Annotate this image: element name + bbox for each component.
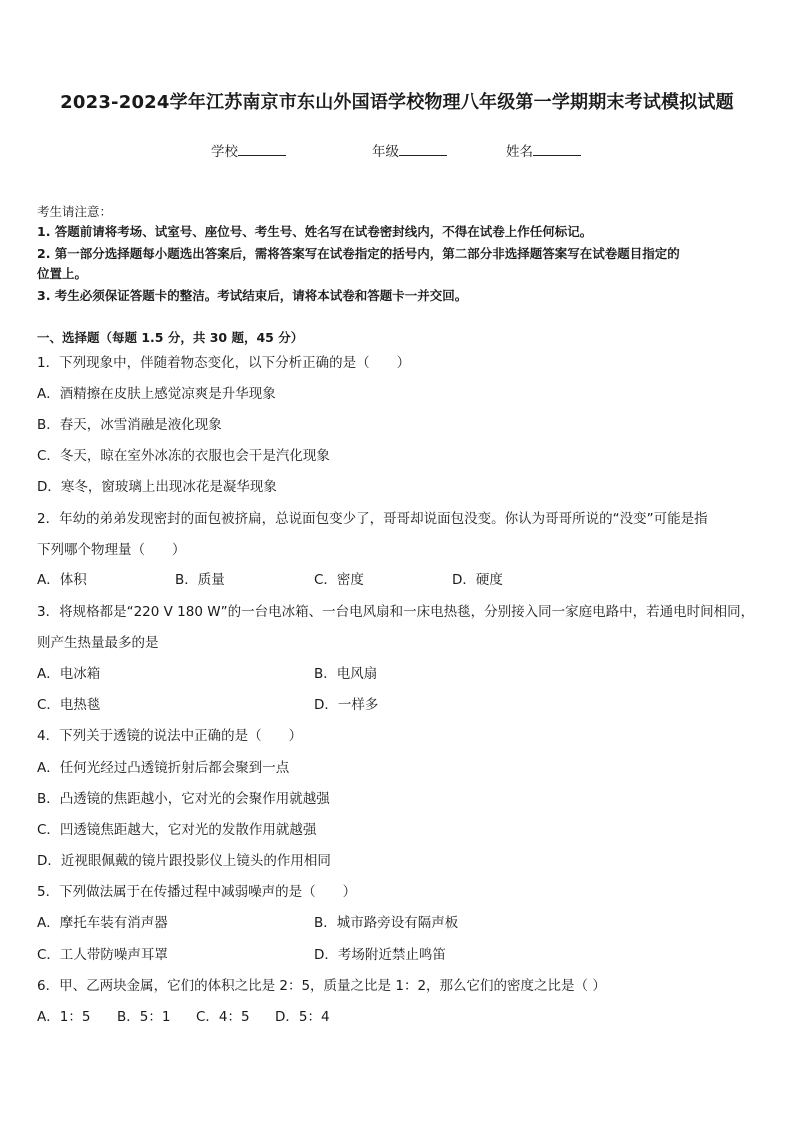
question-1-option-a: A．酒精擦在皮肤上感觉凉爽是升华现象 (37, 386, 276, 402)
section-heading: 一、选择题（每题 1.5 分，共 30 题，45 分） (37, 330, 304, 345)
question-2-option-c: C．密度 (314, 572, 364, 588)
question-4-option-d: D．近视眼佩戴的镜片跟投影仪上镜头的作用相同 (37, 853, 331, 869)
question-6-option-b: B．5：1 (117, 1009, 171, 1025)
question-4-option-c: C．凹透镜焦距越大，它对光的发散作用就越强 (37, 822, 317, 838)
grade-field (372, 140, 447, 160)
school-field (211, 140, 286, 160)
grade-blank (399, 143, 447, 156)
question-5-option-d: D．考场附近禁止鸣笛 (314, 947, 446, 963)
question-1-option-c: C．冬天，晾在室外冰冻的衣服也会干是汽化现象 (37, 448, 330, 464)
question-1-option-b: B．春天，冰雪消融是液化现象 (37, 417, 222, 433)
grade-label: 年级 (372, 144, 399, 160)
question-3-option-d: D．一样多 (314, 697, 379, 713)
question-6-option-c: C．4：5 (196, 1009, 250, 1025)
question-5-option-a: A．摩托车装有消声器 (37, 915, 168, 931)
name-label: 姓名 (506, 144, 533, 160)
question-3-option-c: C．电热毯 (37, 697, 101, 713)
exam-title: 2023-2024学年江苏南京市东山外国语学校物理八年级第一学期期末考试模拟试题 (60, 92, 734, 113)
question-4-option-a: A．任何光经过凸透镜折射后都会聚到一点 (37, 760, 290, 776)
notice-item-2-line-1: 2. 第一部分选择题每小题选出答案后，需将答案写在试卷指定的括号内，第二部分非选择题答案写在试卷题目指定的 (37, 246, 680, 261)
school-label: 学校 (211, 144, 238, 160)
question-4-option-b: B．凸透镜的焦距越小，它对光的会聚作用就越强 (37, 791, 330, 807)
name-field (506, 140, 581, 160)
question-3-option-a: A．电冰箱 (37, 666, 101, 682)
question-3-stem-line-2: 则产生热量最多的是 (37, 635, 159, 651)
question-1-stem: 1．下列现象中，伴随着物态变化，以下分析正确的是（ ） (37, 355, 411, 371)
question-5-stem: 5．下列做法属于在传播过程中减弱噪声的是（ ） (37, 884, 357, 900)
question-2-stem-line-2: 下列哪个物理量（ ） (37, 542, 186, 558)
notice-item-3: 3. 考生必须保证答题卡的整洁。考试结束后，请将本试卷和答题卡一并交回。 (37, 288, 468, 303)
question-2-option-a: A．体积 (37, 572, 87, 588)
school-blank (238, 143, 286, 156)
notice-item-1: 1. 答题前请将考场、试室号、座位号、考生号、姓名写在试卷密封线内，不得在试卷上作任何标记。 (37, 224, 593, 239)
question-5-option-c: C．工人带防噪声耳罩 (37, 947, 168, 963)
question-2-option-b: B．质量 (175, 572, 225, 588)
name-blank (533, 143, 581, 156)
notice-item-2-line-2: 位置上。 (37, 266, 88, 281)
question-2-stem-line-1: 2．年幼的弟弟发现密封的面包被挤扁，总说面包变少了，哥哥却说面包没变。你认为哥哥所说的“没变”可能是指 (37, 511, 708, 527)
question-6-option-a: A．1：5 (37, 1009, 91, 1025)
question-3-option-b: B．电风扇 (314, 666, 378, 682)
question-5-option-b: B．城市路旁设有隔声板 (314, 915, 459, 931)
question-6-stem: 6．甲、乙两块金属，它们的体积之比是 2：5，质量之比是 1：2，那么它们的密度之比是（ ） (37, 978, 606, 994)
question-2-option-d: D．硬度 (452, 572, 503, 588)
question-1-option-d: D．寒冬，窗玻璃上出现冰花是凝华现象 (37, 479, 277, 495)
question-3-stem-line-1: 3．将规格都是“220 V 180 W”的一台电冰箱、一台电风扇和一床电热毯，分别接入同一家庭电路中，若通电时间相同， (37, 604, 755, 620)
notice-heading: 考生请注意： (37, 204, 113, 219)
question-6-option-d: D．5：4 (275, 1009, 330, 1025)
question-4-stem: 4．下列关于透镜的说法中正确的是（ ） (37, 728, 303, 744)
